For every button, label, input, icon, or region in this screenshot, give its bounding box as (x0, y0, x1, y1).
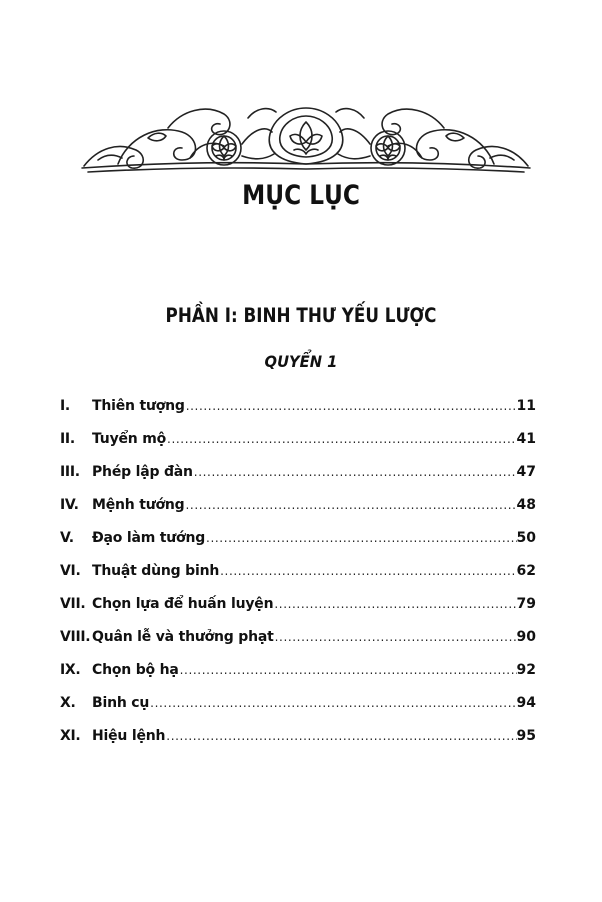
toc-entry-page: 92 (516, 662, 536, 678)
toc-entry-page: 48 (516, 497, 536, 513)
toc-entry-title: Tuyển mộ (92, 431, 167, 447)
toc-entry-page: 90 (516, 629, 536, 645)
toc-entry[interactable] (60, 493, 536, 526)
toc-entry[interactable] (60, 691, 536, 724)
toc-entry-page: 41 (516, 431, 536, 447)
toc-dot-leader (149, 691, 516, 715)
toc-entry-number: XI. (60, 728, 81, 744)
toc-entry-title: Phép lập đàn (92, 464, 193, 480)
toc-entry[interactable] (60, 460, 536, 493)
toc-entry[interactable] (60, 625, 536, 658)
toc-dot-leader (205, 526, 516, 550)
toc-entry-page: 50 (516, 530, 536, 546)
toc-entry-number: I. (60, 398, 70, 414)
toc-dot-leader (274, 625, 517, 649)
toc-entry-number: VIII. (60, 629, 91, 645)
toc-entry-number: II. (60, 431, 75, 447)
toc-entry[interactable] (60, 724, 536, 757)
toc-entry-page: 62 (516, 563, 536, 579)
toc-dot-leader (166, 427, 516, 451)
toc-entry-page: 79 (516, 596, 536, 612)
toc-entry[interactable] (60, 526, 536, 559)
toc-entry-title: Binh cụ (92, 695, 150, 711)
toc-entry-page: 95 (516, 728, 536, 744)
toc-entry-page: 94 (516, 695, 536, 711)
toc-dot-leader (165, 724, 516, 748)
toc-entry-page: 47 (516, 464, 536, 480)
toc-entry-title: Quân lễ và thưởng phạt (92, 629, 274, 645)
toc-entry[interactable] (60, 427, 536, 460)
toc-dot-leader (185, 394, 517, 418)
toc-entry-title: Chọn bộ hạ (92, 662, 179, 678)
toc-entry-number: VII. (60, 596, 86, 612)
toc-entry[interactable] (60, 592, 536, 625)
toc-entry-number: IV. (60, 497, 79, 513)
toc-entry-number: IX. (60, 662, 81, 678)
toc-entry-title: Chọn lựa để huấn luyện (92, 596, 274, 612)
part-title: PHẦN I: BINH THƯ YẾU LƯỢC (165, 304, 437, 327)
toc-entry-number: X. (60, 695, 76, 711)
lotus-scroll-ornament-icon (78, 98, 534, 178)
table-of-contents (60, 394, 536, 757)
toc-entry-number: VI. (60, 563, 81, 579)
toc-entry-title: Thiên tượng (92, 398, 185, 414)
toc-entry-number: V. (60, 530, 74, 546)
toc-entry-title: Mệnh tướng (92, 497, 185, 513)
volume-title: QUYỂN 1 (264, 352, 338, 371)
toc-entry-title: Hiệu lệnh (92, 728, 166, 744)
toc-dot-leader (185, 493, 517, 517)
toc-dot-leader (193, 460, 517, 484)
toc-entry[interactable] (60, 658, 536, 691)
toc-entry-title: Thuật dùng binh (92, 563, 220, 579)
toc-entry-page: 11 (516, 398, 536, 414)
toc-dot-leader (273, 592, 516, 616)
page-title: MỤC LỤC (242, 180, 360, 211)
toc-entry[interactable] (60, 394, 536, 427)
toc-entry-number: III. (60, 464, 80, 480)
toc-entry-title: Đạo làm tướng (92, 530, 206, 546)
toc-dot-leader (179, 658, 517, 682)
toc-entry[interactable] (60, 559, 536, 592)
toc-dot-leader (219, 559, 516, 583)
